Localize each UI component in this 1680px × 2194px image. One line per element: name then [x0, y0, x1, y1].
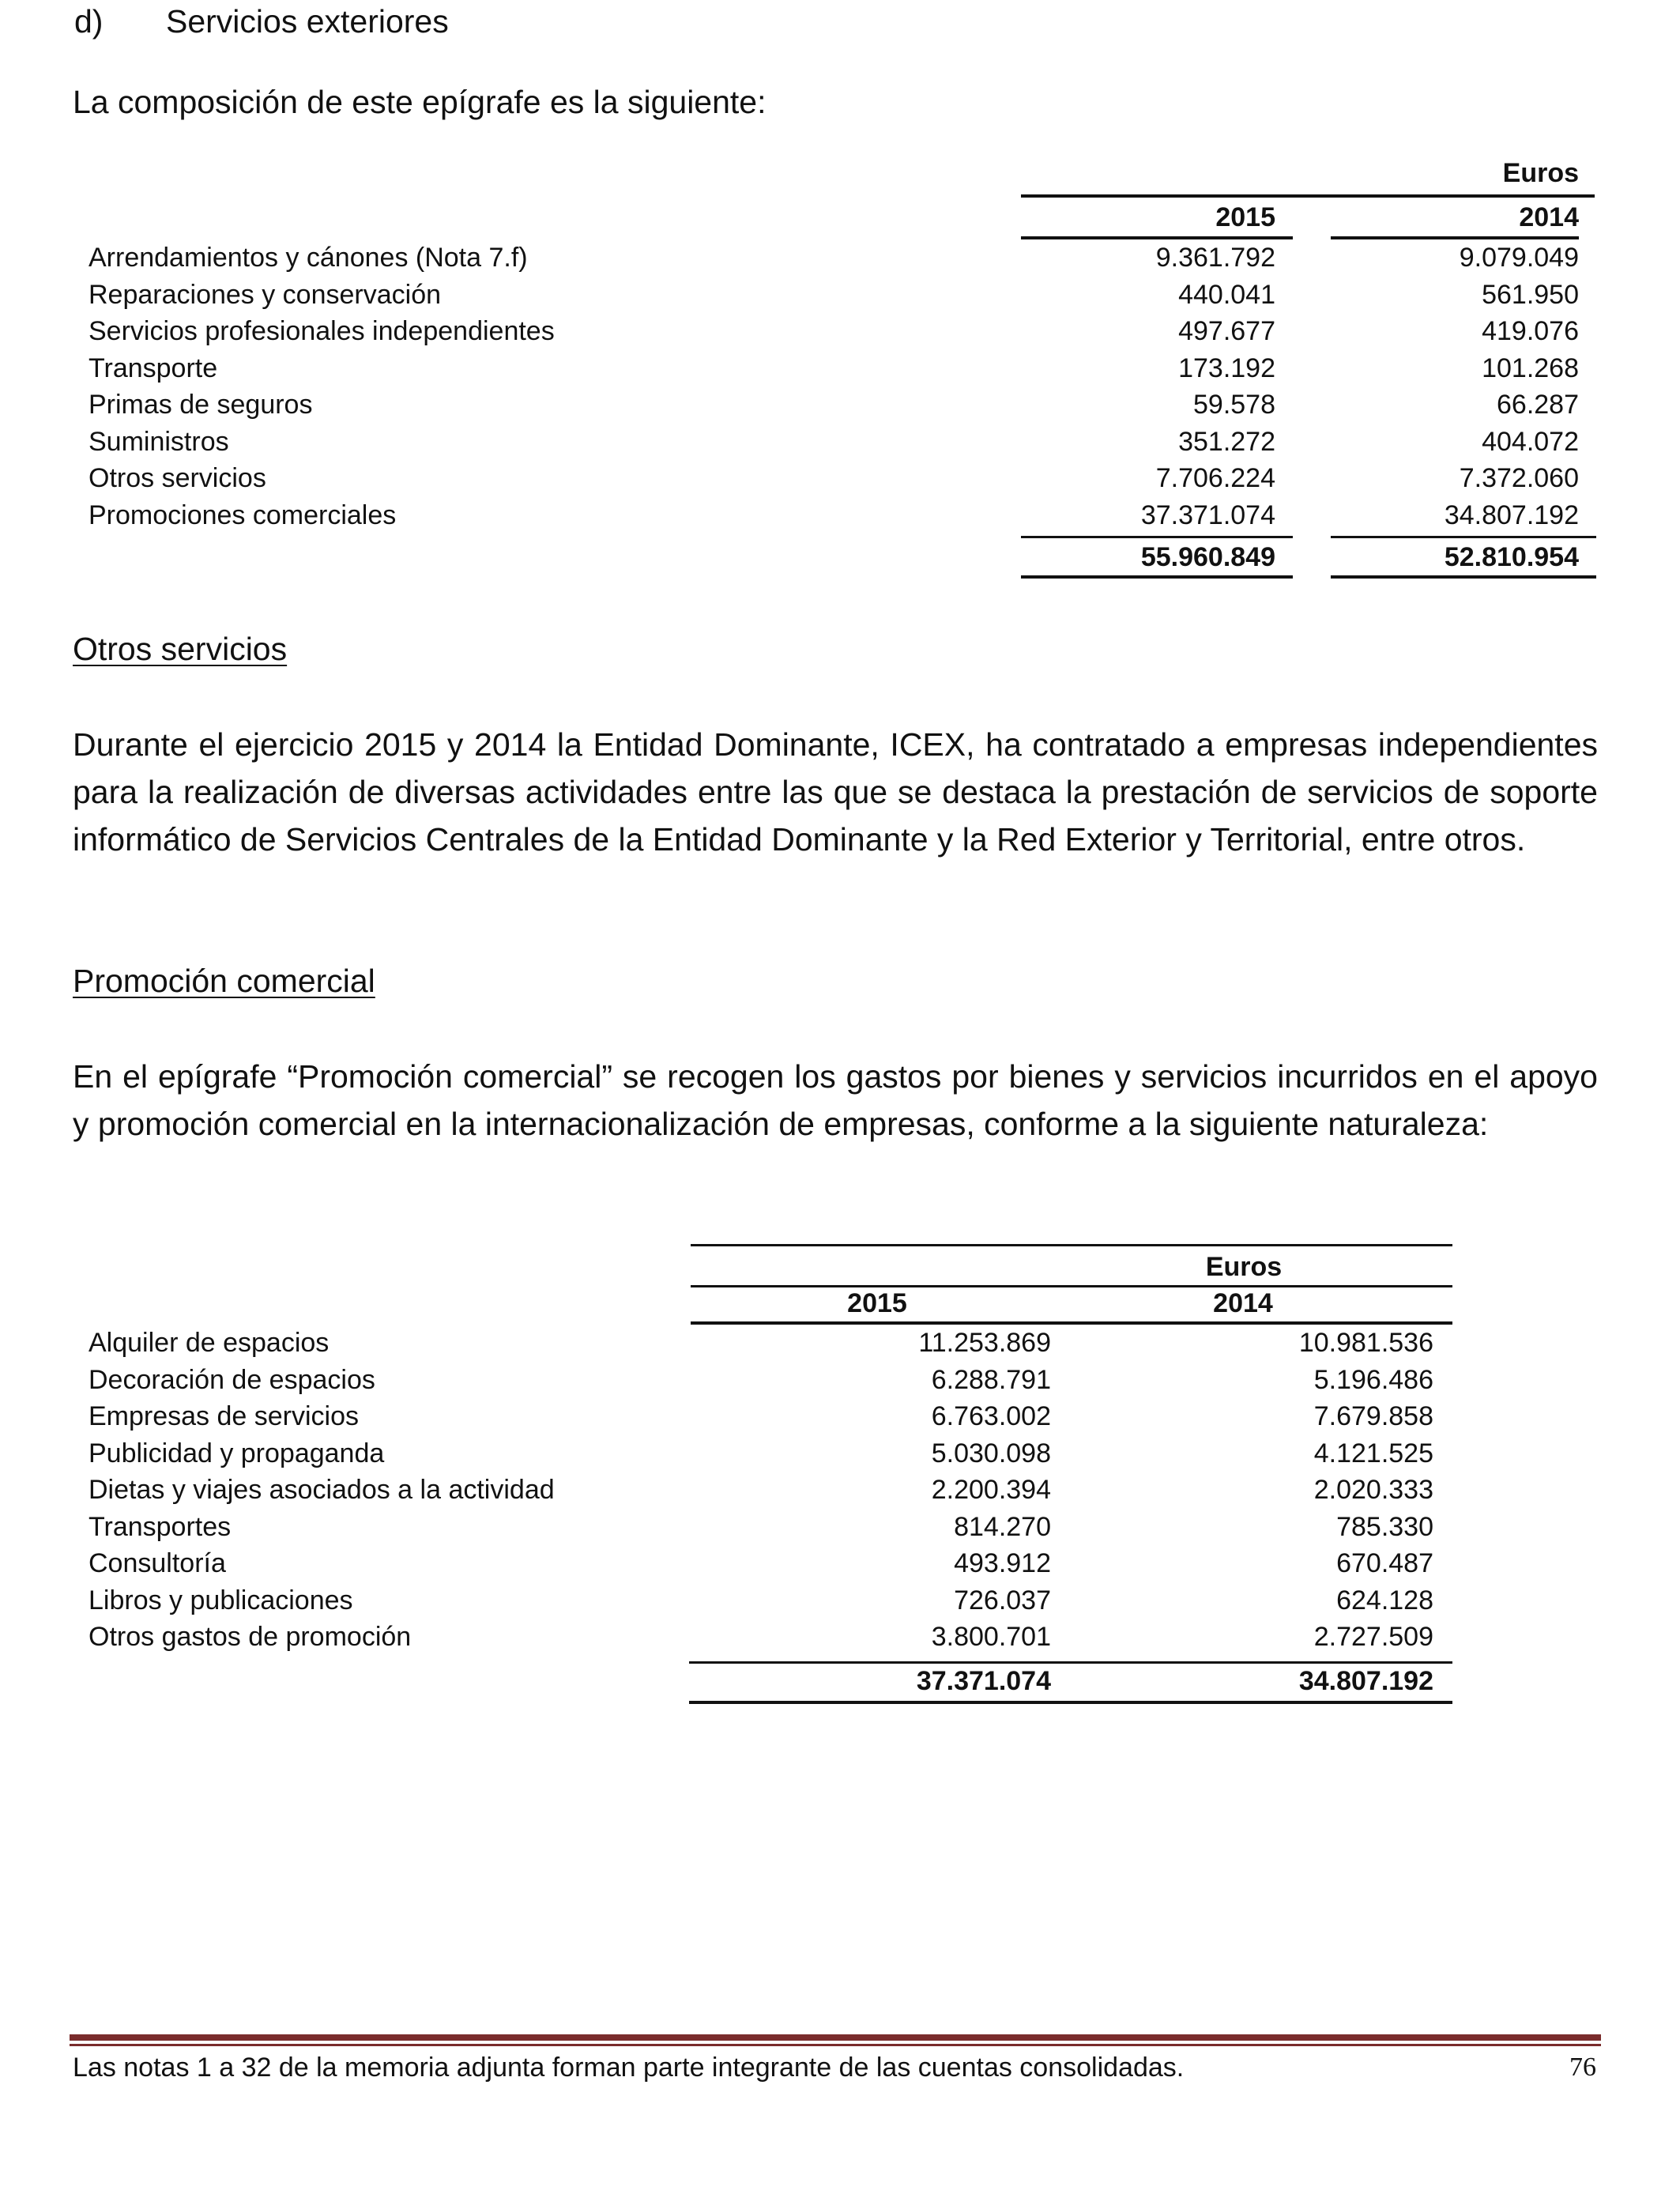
- table2-currency: Euros: [1205, 1252, 1283, 1282]
- row-value-2015: 726.037: [954, 1585, 1051, 1615]
- row-label: Arrendamientos y cánones (Nota 7.f): [89, 243, 528, 273]
- row-label: Empresas de servicios: [89, 1401, 360, 1431]
- row-value-2014: 404.072: [1482, 426, 1579, 457]
- table2-col-2015: 2015: [847, 1288, 907, 1318]
- row-value-2015: 7.706.224: [1155, 463, 1275, 493]
- table1-top-rule: [1021, 194, 1595, 198]
- row-value-2014: 7.679.858: [1313, 1401, 1433, 1431]
- table1-currency: Euros: [1502, 158, 1579, 188]
- table2-top-rule: [691, 1244, 1452, 1246]
- row-label: Transportes: [89, 1511, 232, 1542]
- table2-total-2015: 37.371.074: [916, 1666, 1051, 1696]
- row-label: Decoración de espacios: [89, 1364, 375, 1395]
- row-value-2015: 5.030.098: [931, 1438, 1051, 1468]
- row-label: Otros gastos de promoción: [89, 1622, 412, 1652]
- table1-total-2014: 52.810.954: [1444, 542, 1579, 572]
- row-value-2015: 3.800.701: [931, 1622, 1051, 1652]
- row-label: Dietas y viajes asociados a la actividad: [89, 1475, 555, 1505]
- table2-total-2014: 34.807.192: [1298, 1666, 1433, 1696]
- row-label: Promociones comerciales: [89, 499, 397, 530]
- section-letter: d): [74, 3, 104, 40]
- row-label: Alquiler de espacios: [89, 1328, 330, 1358]
- row-value-2014: 66.287: [1497, 390, 1579, 420]
- row-value-2014: 9.079.049: [1459, 243, 1579, 273]
- row-value-2014: 2.020.333: [1313, 1475, 1433, 1505]
- row-value-2014: 10.981.536: [1298, 1328, 1433, 1358]
- row-value-2015: 59.578: [1193, 390, 1275, 420]
- row-value-2015: 814.270: [954, 1511, 1051, 1542]
- table1-subtotal-rule-2015: [1021, 536, 1293, 538]
- row-value-2014: 624.128: [1336, 1585, 1433, 1615]
- row-value-2014: 785.330: [1336, 1511, 1433, 1542]
- row-label: Libros y publicaciones: [89, 1585, 353, 1615]
- row-value-2015: 440.041: [1178, 279, 1275, 310]
- row-value-2014: 2.727.509: [1313, 1622, 1433, 1652]
- row-value-2014: 670.487: [1336, 1548, 1433, 1578]
- row-value-2014: 4.121.525: [1313, 1438, 1433, 1468]
- row-label: Servicios profesionales independientes: [89, 316, 555, 346]
- otros-servicios-paragraph: Durante el ejercicio 2015 y 2014 la Entidad Dominante, ICEX, ha contratado a empresas independientes para la realización de diversas actividades entre las que se destaca la prestación de servicios de soporte informático de Servicios Centrales de la Entidad Dominante y la Red Exterior y Territorial, entre otros.: [73, 726, 1598, 858]
- footer-note: Las notas 1 a 32 de la memoria adjunta forman parte integrante de las cuentas consolidadas.: [73, 2053, 1185, 2083]
- table2-total-rule: [689, 1701, 1452, 1704]
- row-label: Primas de seguros: [89, 390, 313, 420]
- footer-rule-thick: [70, 2034, 1601, 2041]
- row-value-2014: 7.372.060: [1459, 463, 1579, 493]
- table2-currency-rule: [691, 1285, 1452, 1287]
- row-value-2015: 351.272: [1178, 426, 1275, 457]
- row-value-2015: 493.912: [954, 1548, 1051, 1578]
- row-label: Consultoría: [89, 1548, 226, 1578]
- row-value-2015: 497.677: [1178, 316, 1275, 346]
- row-value-2015: 9.361.792: [1155, 243, 1275, 273]
- row-value-2014: 5.196.486: [1313, 1364, 1433, 1395]
- promocion-comercial-paragraph: En el epígrafe “Promoción comercial” se recogen los gastos por bienes y servicios incurridos en el apoyo y promoción comercial en la internacionalización de empresas, conforme a la siguiente naturaleza:: [73, 1058, 1598, 1142]
- table2-col-2014: 2014: [1213, 1288, 1273, 1318]
- table1-total-2015: 55.960.849: [1140, 542, 1275, 572]
- promocion-comercial-heading: Promoción comercial: [73, 963, 375, 999]
- row-value-2015: 6.288.791: [931, 1364, 1051, 1395]
- table1-col-2014: 2014: [1519, 202, 1579, 232]
- table1-col-2015: 2015: [1215, 202, 1275, 232]
- section-title: Servicios exteriores: [166, 3, 449, 40]
- table1-total-rule-2014: [1331, 575, 1596, 579]
- page-number: 76: [1569, 2053, 1596, 2082]
- row-value-2015: 173.192: [1178, 352, 1275, 383]
- row-value-2015: 37.371.074: [1140, 499, 1275, 530]
- table1-subtotal-rule-2014: [1331, 536, 1596, 538]
- row-label: Publicidad y propaganda: [89, 1438, 385, 1468]
- otros-servicios-heading: Otros servicios: [73, 631, 288, 667]
- table1-total-rule-2015: [1021, 575, 1293, 579]
- row-value-2015: 2.200.394: [931, 1475, 1051, 1505]
- row-label: Transporte: [89, 352, 218, 383]
- row-label: Suministros: [89, 426, 229, 457]
- row-value-2014: 561.950: [1482, 279, 1579, 310]
- row-label: Reparaciones y conservación: [89, 279, 442, 310]
- footer-rule-thin: [70, 2044, 1601, 2046]
- row-value-2015: 11.253.869: [918, 1328, 1051, 1358]
- row-value-2014: 34.807.192: [1444, 499, 1579, 530]
- row-value-2014: 101.268: [1482, 352, 1579, 383]
- row-label: Otros servicios: [89, 463, 266, 493]
- section-intro: La composición de este epígrafe es la siguiente:: [73, 84, 767, 120]
- row-value-2014: 419.076: [1482, 316, 1579, 346]
- row-value-2015: 6.763.002: [931, 1401, 1051, 1431]
